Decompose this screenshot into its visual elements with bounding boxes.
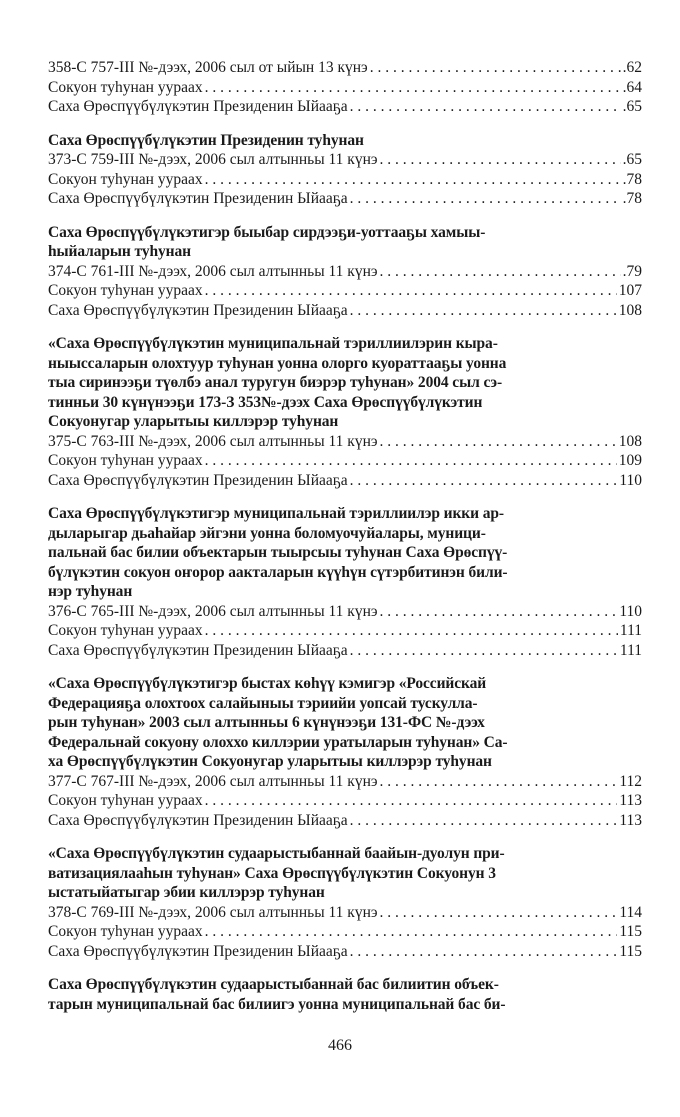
toc-entry: [48, 150, 642, 170]
heading-line: «Саха Өрөспүүбүлүкэтигэр быстах көһүү кэмигэр «Российскай: [48, 675, 487, 692]
toc-entry: [48, 58, 642, 78]
dot-leader: [205, 621, 618, 641]
dot-leader: [380, 262, 621, 282]
heading-line: бүлүкэтин сокуон оҥорор аакталарын күүһүн сүтэрбитинэн били-: [48, 563, 508, 581]
entry-page-number: 109: [618, 452, 642, 469]
dot-leader: [205, 78, 621, 98]
toc-entry: [48, 471, 642, 491]
entry-title: Сокуон туһунан уураах: [48, 452, 203, 469]
toc-section: [48, 223, 642, 321]
dot-leader: [380, 150, 621, 170]
dot-leader: [350, 641, 618, 661]
dot-leader: [350, 301, 617, 321]
toc-section: [48, 844, 642, 961]
section-heading: [48, 975, 642, 1014]
entry-page-number: 107: [618, 282, 642, 299]
section-heading: [48, 223, 642, 262]
dot-leader: [350, 471, 618, 491]
toc-section: [48, 504, 642, 660]
section-heading: [48, 131, 642, 151]
entry-page-number: 112: [619, 772, 642, 790]
entry-title: Сокуон туһунан уураах: [48, 170, 203, 188]
heading-line: Саха Өрөспүүбүлүкэтин Президенин туһунан: [48, 131, 364, 149]
toc-entry: [48, 301, 642, 321]
entry-title: Саха Өрөспүүбүлүкэтин Президенин Ыйааҕа: [48, 190, 348, 207]
toc-entry: [48, 942, 642, 962]
heading-line: тинньи 30 күнүнээҕи 173-З 353№-дээх Саха Өрөспүүбүлүкэтин: [48, 393, 483, 411]
section-heading: [48, 844, 642, 903]
entry-page-number: 114: [619, 903, 642, 921]
toc-entry: [48, 922, 642, 942]
toc-entry: [48, 451, 642, 471]
heading-line: Саха Өрөспүүбүлүкэтигэр быыбар сирдээҕи-уоттааҕы хамыы-: [48, 223, 486, 241]
heading-line: Саха Өрөспүүбүлүкэтигэр муниципальнай тэриллиилэр икки ар-: [48, 505, 504, 522]
dot-leader: [205, 791, 618, 811]
toc-entry: [48, 262, 642, 282]
entry-page-number: .65: [622, 98, 642, 115]
section-heading: [48, 674, 642, 772]
heading-line: Сокуонугар уларытыы киллэрэр туһунан: [48, 413, 339, 430]
entry-title: 358-С 757-III №-дээх, 2006 сыл от ыйын 13 күнэ: [48, 59, 368, 76]
heading-line: тыа сиринээҕи түөлбэ анал туругун биэрэр туһунан» 2004 сыл сэ-: [48, 374, 503, 391]
entry-title: Саха Өрөспүүбүлүкэтин Президенин Ыйааҕа: [48, 942, 348, 960]
dot-leader: [370, 58, 621, 78]
toc-entry: [48, 170, 642, 190]
toc-entry: [48, 903, 642, 923]
entry-title: 375-С 763-III №-дээх, 2006 сыл алтынньы 11 күнэ: [48, 432, 378, 450]
dot-leader: [350, 811, 618, 831]
entry-title: Саха Өрөспүүбүлүкэтин Президенин Ыйааҕа: [48, 98, 348, 115]
heading-line: ватизациялааһын туһунан» Саха Өрөспүүбүлүкэтин Сокуонун 3: [48, 864, 496, 882]
entry-page-number: 108: [618, 301, 642, 319]
entry-page-number: .79: [622, 262, 642, 280]
heading-line: рын туһунан» 2003 сыл алтынньы 6 күнүнээҕи 131-ФС №-дээх: [48, 714, 485, 731]
dot-leader: [350, 97, 621, 117]
entry-page-number: .64: [622, 78, 642, 96]
entry-title: 376-С 765-III №-дээх, 2006 сыл алтынньы 11 күнэ: [48, 602, 378, 620]
entry-page-number: 108: [618, 432, 642, 450]
dot-leader: [350, 189, 621, 209]
entry-title: 377-С 767-III №-дээх, 2006 сыл алтынньы 11 күнэ: [48, 772, 378, 790]
dot-leader: [205, 922, 618, 942]
entry-page-number: 115: [619, 942, 642, 960]
entry-title: Сокуон туһунан уураах: [48, 78, 203, 96]
dot-leader: [205, 451, 617, 471]
heading-line: тарын муниципальнай бас билиигэ уонна муниципальнай бас би-: [48, 995, 506, 1013]
entry-page-number: .62: [622, 59, 642, 76]
entry-title: 373-С 759-III №-дээх, 2006 сыл алтынньы 11 күнэ: [48, 151, 378, 168]
heading-line: дыларыгар дьаһайар эйгэни уонна боломуочуйалары, муници-: [48, 524, 486, 542]
toc-section: [48, 975, 642, 1014]
toc-entry: [48, 772, 642, 792]
toc-section: [48, 131, 642, 209]
heading-line: һыйаларын туһунан: [48, 243, 191, 260]
entry-title: 374-С 761-III №-дээх, 2006 сыл алтынньы 11 күнэ: [48, 262, 378, 280]
entry-page-number: 110: [619, 602, 642, 620]
toc-entry: [48, 97, 642, 117]
entry-title: Сокуон туһунан уураах: [48, 792, 203, 809]
dot-leader: [380, 602, 618, 622]
toc-section: [48, 674, 642, 830]
dot-leader: [350, 942, 618, 962]
heading-line: «Саха Өрөспүүбүлүкэтин муниципальнай тэриллиилэрин кыра-: [48, 335, 498, 352]
toc-entry: [48, 78, 642, 98]
dot-leader: [205, 281, 617, 301]
entry-title: Саха Өрөспүүбүлүкэтин Президенин Ыйааҕа: [48, 301, 348, 319]
entry-title: Сокуон туһунан уураах: [48, 282, 203, 299]
entry-title: 378-С 769-III №-дээх, 2006 сыл алтынньы 11 күнэ: [48, 903, 378, 921]
dot-leader: [380, 772, 618, 792]
entry-page-number: 111: [619, 641, 642, 659]
toc-section: [48, 58, 642, 117]
heading-line: Саха Өрөспүүбүлүкэтин судаарыстыбаннай бас билиитин объек-: [48, 976, 499, 993]
toc-entry: [48, 641, 642, 661]
section-heading: [48, 334, 642, 432]
toc-entry: [48, 811, 642, 831]
dot-leader: [205, 170, 621, 190]
heading-line: Федеральнай сокуону олоххо киллэрии уратыларын туһунан» Са-: [48, 733, 508, 751]
toc-entry: [48, 602, 642, 622]
dot-leader: [380, 432, 617, 452]
entry-title: Саха Өрөспүүбүлүкэтин Президенин Ыйааҕа: [48, 811, 348, 829]
entry-title: Саха Өрөспүүбүлүкэтин Президенин Ыйааҕа: [48, 471, 348, 489]
entry-page-number: .65: [622, 151, 642, 168]
entry-page-number: 113: [619, 792, 642, 809]
section-heading: [48, 504, 642, 602]
entry-page-number: .78: [622, 170, 642, 188]
heading-line: ыстатыйатыгар эбии киллэрэр туһунан: [48, 884, 325, 901]
entry-page-number: 111: [619, 622, 642, 639]
entry-title: Сокуон туһунан уураах: [48, 622, 203, 639]
page-number: 466: [328, 1037, 352, 1054]
entry-page-number: 110: [619, 471, 642, 489]
toc-entry: [48, 621, 642, 641]
entry-page-number: 113: [619, 811, 642, 829]
toc-entry: [48, 791, 642, 811]
table-of-contents: [48, 58, 642, 1028]
entry-page-number: 115: [619, 923, 642, 940]
heading-line: Федерацияҕа олохтоох салайыныы тэриийи уопсай тускулла-: [48, 694, 478, 712]
heading-line: ныыссаларын олохтуур туһунан уонна олорго куораттааҕы уонна: [48, 354, 507, 372]
heading-line: ха Өрөспүүбүлүкэтин Сокуонугар уларытыы киллэрэр туһунан: [48, 753, 492, 770]
toc-section: [48, 334, 642, 490]
toc-entry: [48, 281, 642, 301]
entry-title: Сокуон туһунан уураах: [48, 923, 203, 940]
heading-line: нэр туһунан: [48, 583, 133, 600]
toc-entry: [48, 189, 642, 209]
dot-leader: [380, 903, 618, 923]
entry-title: Саха Өрөспүүбүлүкэтин Президенин Ыйааҕа: [48, 641, 348, 659]
heading-line: «Саха Өрөспүүбүлүкэтин судаарыстыбаннай баайын-дуолун при-: [48, 845, 505, 862]
heading-line: пальнай бас билии объектарын тыырсыы туһунан Саха Өрөспүү-: [48, 544, 508, 561]
entry-page-number: .78: [622, 190, 642, 207]
toc-entry: [48, 432, 642, 452]
